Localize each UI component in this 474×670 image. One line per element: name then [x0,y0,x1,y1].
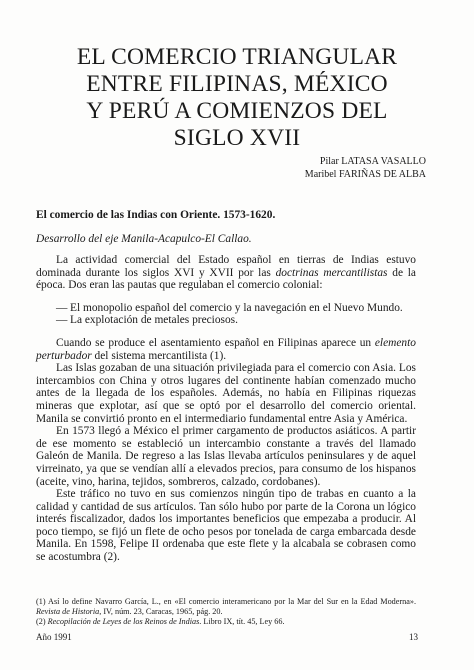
author-1: Pilar LATASA VASALLO [319,156,426,167]
paragraph-2-text-c: del sistema mercantilista (1). [91,349,227,362]
title-line-1: EL COMERCIO TRIANGULAR [76,44,398,70]
footnote-2 [36,617,416,627]
section-heading: El comercio de las Indias con Oriente. 1573-1620. [36,209,276,221]
paragraph-5: Este tráfico no tuvo en sus comienzos ningún tipo de trabas en cuanto a la calidad y cantidad de sus artículos. Tan sólo hubo por parte de la Corona un lógico interés fiscalizador, dados los importantes beneficios que empezaba a producir. Al poco tiempo, se fijó un flete de ocho pesos por tonelada de carga embarcada desde Manila. En 1598, Felipe II ordenaba que este flete y la alcabala se cobrasen como se acostumbra (2). [36,488,416,564]
article-title [30,44,444,152]
footnote-2-italic: Recopilación de Leyes de los Reinos de Indias [47,617,200,626]
paragraph-2 [36,337,416,362]
paragraph-3: Las Islas gozaban de una situación privilegiada para el comercio con Asia. Los intercambios con China y otros lugares del continente habían comenzado mucho antes de la llegada de los españoles. Además, no había en Filipinas riquezas mineras que explotar, así que se optó por el desarrollo del comercio oriental. Manila se convirtió pronto en el intermediario fundamental entre Asia y América. [36,362,416,425]
pautas-list [56,302,416,327]
list-dash: — [56,314,68,327]
paragraph-1-italic: doctrinas mercantilistas [275,266,388,279]
list-item [56,302,416,315]
author-2: Maribel FARIÑAS DE ALBA [304,168,426,180]
title-line-2: ENTRE FILIPINAS, MÉXICO [86,71,388,97]
footnote-2-text-c: . Libro IX, tít. 45, Ley 66. [199,617,285,626]
title-line-4: SIGLO XVII [173,125,301,151]
paragraph-2-italic: elemento perturbador [36,336,416,362]
subsection-heading: Desarrollo del eje Manila-Acapulco-El Callao. [36,233,252,245]
list-dash: — [56,301,68,314]
paragraph-2-text-a: Cuando se produce el asentamiento español en Filipinas aparece un [56,336,375,349]
author-list [305,156,426,181]
footnote-1-text-a: (1) Así lo define Navarro García, L., en «El comercio interamericano por la Mar del Sur en la Edad Moderna». [36,597,416,606]
list-item-text: La explotación de metales preciosos. [70,314,238,327]
paragraph-1-text-c: de la época. Dos eran las pautas que regulaban el comercio colonial: [36,266,416,292]
footnote-2-text-a: (2) [36,617,48,626]
paragraph-1-text-a: La actividad comercial del Estado español en tierras de Indias estuvo dominada durante los siglos XVI y XVII por las [36,254,416,279]
paragraph-4: En 1573 llegó a México el primer cargamento de productos asiáticos. A partir de ese momento se estableció un intercambio constante a través del llamado Galeón de Manila. De regreso a las Islas llevaba artículos peninsulares y de aquel virreinato, ya que se vendían allí a elevados precios, para consumo de los hispanos (aceite, vino, harina, tejidos, sombreros, calzado, cordobanes). [36,425,416,488]
footnote-1-italic: Revista de Historia [36,607,100,616]
footer-year: Año 1991 [36,632,72,642]
title-line-3: Y PERÚ A COMIENZOS DEL [86,98,388,124]
footnote-1-text-c: , IV, núm. 23, Caracas, 1965, pág. 20. [99,607,223,616]
list-item [56,314,416,327]
page-number: 13 [409,632,418,642]
article-body [36,254,416,564]
list-item-text: El monopolio español del comercio y la navegación en el Nuevo Mundo. [70,301,403,314]
footnotes [36,597,416,627]
footnote-1 [36,597,416,617]
paragraph-1 [36,254,416,292]
